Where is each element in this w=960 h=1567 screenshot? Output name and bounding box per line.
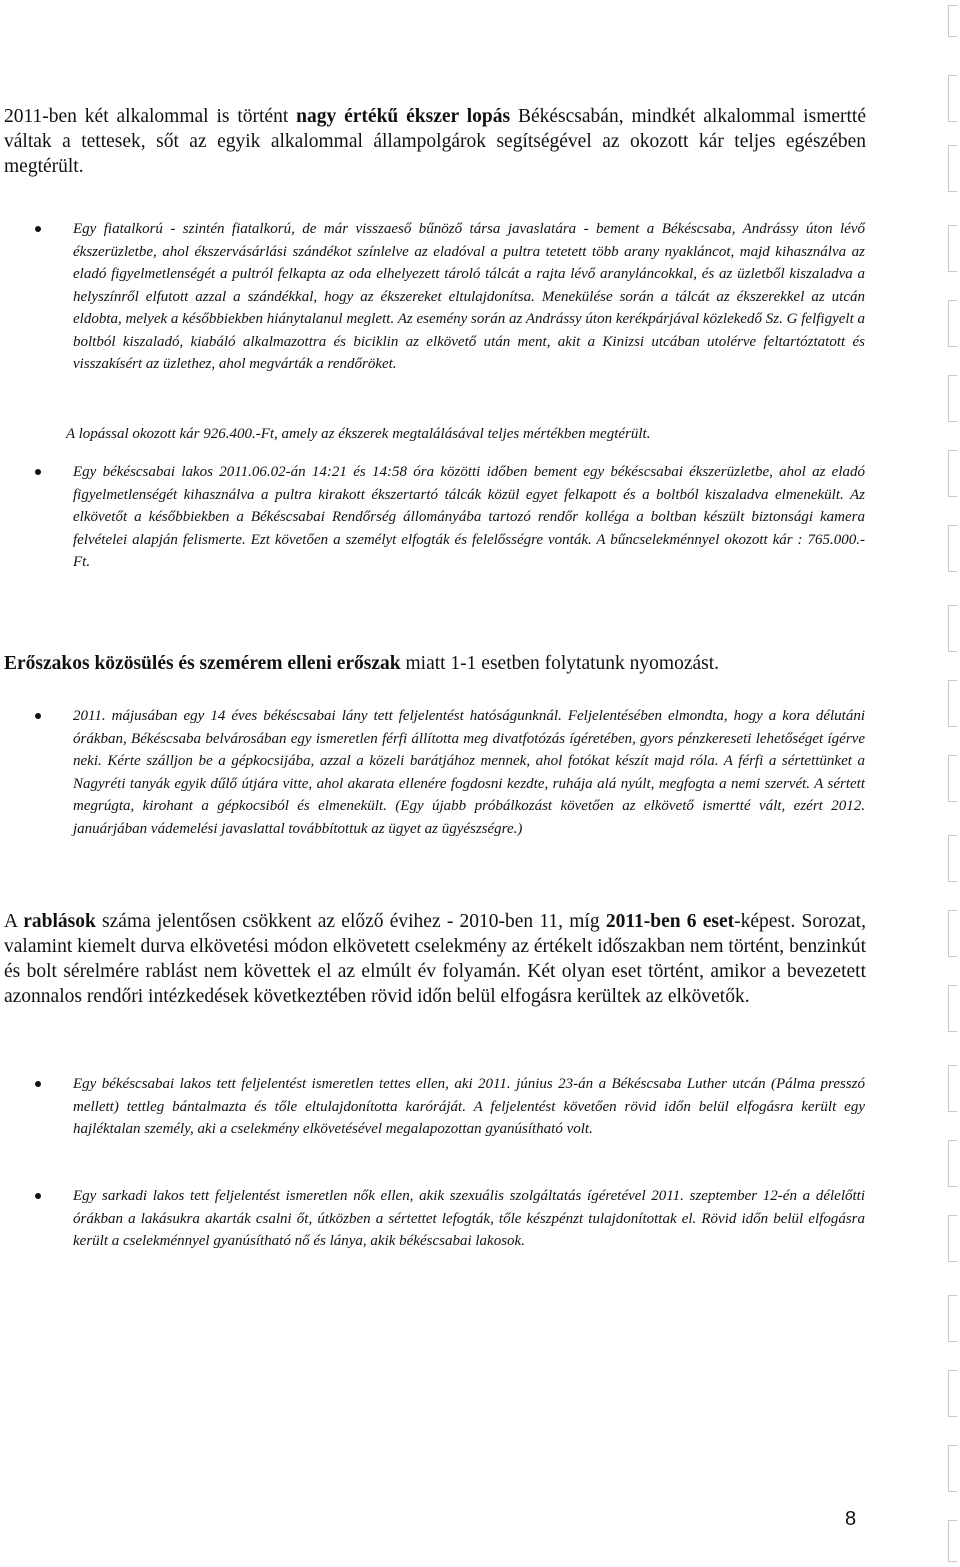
robbery-text-2: száma jelentősen csökkent az előző évihez - 2010-ben 11, míg — [95, 911, 606, 932]
intro-text-2: Békéscsabán, mindkét alkalommal ismertté váltak a tettesek, sőt az egyik alkalommal állampolgárok segítségével az okozott kár teljes egészében megtérült. — [4, 106, 866, 177]
scan-edge-mark — [948, 1445, 957, 1492]
bullet-dot-icon — [35, 1081, 41, 1087]
bullet-text: Egy sarkadi lakos tett feljelentést ismeretlen nők ellen, akik szexuális szolgáltatás ígéretével 2011. szeptember 12-én a délelőtti órákban a lakásukra akarták csalni őt, útközben a sértettet lefogták, tőle készpénzt tulajdonítottak el. Rövid időn belül elfogásra került a cselekménnyel gyanúsítható nő és lánya, akik békéscsabai lakosok. — [73, 1188, 865, 1249]
intro-bold-jewelry-theft: nagy értékű ékszer lopás — [296, 106, 511, 127]
scan-edge-mark — [948, 1065, 957, 1112]
bullet-dot-icon — [35, 469, 41, 475]
bullet-item-juvenile-theft — [73, 218, 865, 376]
robbery-bold-1: rablások — [23, 911, 96, 932]
bullet-item-sarkad-case — [73, 1185, 865, 1253]
scan-edge-mark — [948, 225, 957, 272]
scan-edge-mark — [948, 450, 957, 497]
bullet-item-assault-robbery — [73, 1073, 865, 1141]
scan-edge-mark — [948, 525, 957, 572]
scan-edge-mark — [948, 835, 957, 882]
robbery-text-3: -képest. Sorozat, valamint kiemelt durva elkövetési módon elkövetett cselekmény az értékelt időszakban nem történt, benzinkút és bolt sérelmére rablást nem követtek el az elmúlt év folyamán. Két olyan eset történt, amikor a bevezetett azonnalos rendőri intézkedések következtében rövid időn belül elfogásra kerültek az elkövetők. — [4, 911, 866, 1007]
heading-rest: miatt 1-1 esetben folytatunk nyomozást. — [400, 653, 720, 674]
bullet-text: Egy békéscsabai lakos tett feljelentést ismeretlen tettes ellen, aki 2011. június 23-án a Békéscsaba Luther utcán (Pálma presszó mellett) tettleg bántalmazta és tőle eltulajdonította karóráját. A feljelentést követően rövid időn belül elfogásra került egy hajléktalan személy, aki a cselekmény elkövetésével megalapozottan gyanúsítható volt. — [73, 1076, 865, 1137]
robbery-bold-2: 2011-ben 6 eset — [605, 911, 735, 932]
bullet-item-minor-victim — [73, 705, 865, 840]
section-heading-sexual-violence — [4, 651, 884, 676]
scan-edge-mark — [948, 5, 957, 37]
bullet-text: Egy békéscsabai lakos 2011.06.02-án 14:21 és 14:58 óra közötti időben bement egy békéscsabai ékszerüzletbe, ahol az eladó figyelmetlenségét kihasználva a pultra kirakott ékszertartó tálcák közül egyet felkapott és a boltból kiszaladva elmenekült. Az elkövetőt a későbbiekben a Békéscsabai Rendőrség állományába tartozó rendőr kolléga a boltban készült biztonsági kamera felvételei alapján felismerte. Ezt követően a személyt elfogták és felelősségre vonták. A bűncselekménnyel okozott kár : 765.000.- Ft. — [73, 464, 865, 570]
robbery-paragraph — [4, 909, 866, 1009]
bullet-dot-icon — [35, 226, 41, 232]
bullet-text: 2011. májusában egy 14 éves békéscsabai lány tett feljelentést hatóságunknál. Feljelentésében elmondta, hogy a kora délutáni órákban, Békéscsaba belvárosában egy ismeretlen férfi állította meg divatfotózás ígéretében, gyors pénzkereseti lehetőséget ígérve neki. Kérte szálljon be a gépkocsijába, azzal a közeli barátjához mennek, ahol fotókat készít majd róla. A férfi a sértettünket a Nagyréti tanyák egyik dűlő útjára vitte, ahol akarata ellenére fogdosni kezdte, ruhája alá nyúlt, megfogta a nemi szervét. A sértett megrúgta, kirohant a gépkocsiból és elmenekült. (Egy újabb próbálkozást követően az elkövető ismertté vált, ezért 2012. januárjában vádemelési javaslattal továbbítottuk az ügyet az ügyészségre.) — [73, 708, 865, 837]
scan-edge-mark — [948, 910, 957, 957]
bullet-text: Egy fiatalkorú - szintén fiatalkorú, de már visszaeső bűnöző társa javaslatára - bement a Békéscsaba, Andrássy úton lévő ékszerüzletbe, ahol ékszervásárlási szándékot színlelve az eladóval a pultra tetetett több arany nyakláncot, majd kihasználva az eladó figyelmetlenségét a pultról felkapta az oda elhelyezett tároló tálcát a rajta lévő aranyláncokkal, és az üzletből kiszaladva a helyszínről elfutott azzal a szándékkal, hogy az ékszereket eltulajdonítsa. Menekülése során a tálcát az ékszerekkel az utcán eldobta, melyek a későbbiekben hiánytalanul meglett. Az esemény során az Andrássy úton kerékpárjával közlekedő Sz. G felfigyelt a boltból kiszaladó, kiabáló alkalmazottra és biciklin az elkövető után ment, akit a Kinizsi utcában utolérve feltartóztatott és visszakísért az üzlethez, ahol megvárták a rendőröket. — [73, 221, 865, 372]
scan-edge-mark — [948, 755, 957, 802]
robbery-text-1: A — [4, 911, 24, 932]
scan-edge-mark — [948, 1370, 957, 1417]
intro-paragraph — [4, 104, 866, 179]
scan-edge-mark — [948, 1295, 957, 1342]
scan-edge-mark — [948, 1140, 957, 1187]
intro-text-1: 2011-ben két alkalommal is történt — [4, 106, 297, 127]
scan-edge-mark — [948, 375, 957, 422]
bullet-dot-icon — [35, 1193, 41, 1199]
scan-edge-mark — [948, 145, 957, 192]
scan-edge-mark — [948, 1215, 957, 1262]
heading-bold: Erőszakos közösülés és szemérem elleni erőszak — [4, 653, 401, 674]
scan-edge-mark — [948, 75, 957, 122]
scan-edge-mark — [948, 680, 957, 727]
bullet-dot-icon — [35, 713, 41, 719]
bullet-item-jewelry-store-theft — [73, 461, 865, 574]
damage-summary: A lopással okozott kár 926.400.-Ft, amely az ékszerek megtalálásával teljes mértékben megtérült. — [66, 426, 651, 442]
scan-edge-mark — [948, 300, 957, 347]
scan-edge-mark — [948, 605, 957, 652]
page-number: 8 — [845, 1508, 857, 1530]
scan-edge-mark — [948, 985, 957, 1032]
scan-edge-mark — [948, 1520, 957, 1562]
